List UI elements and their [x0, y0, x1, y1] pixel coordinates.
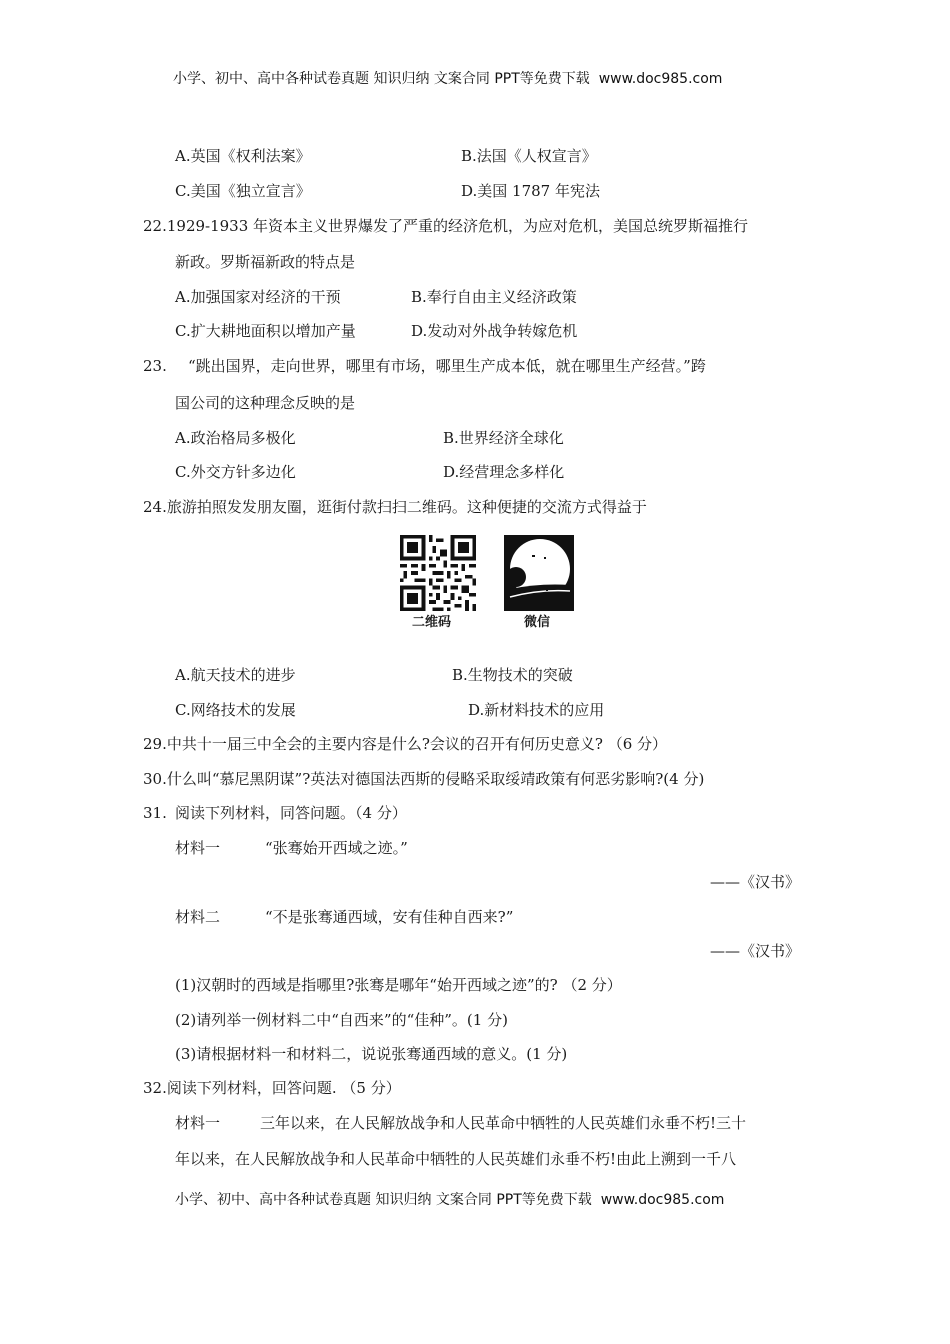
q24-stem: 24.旅游拍照发发朋友圈，逛街付款扫扫二维码。这种便捷的交流方式得益于 — [143, 498, 647, 516]
q23-option-a: A.政治格局多极化 — [175, 429, 296, 447]
q24-figure — [398, 533, 578, 635]
q31-material2-label: 材料二 — [175, 908, 221, 926]
q32-material1-line2: 年以来，在人民解放战争和人民革命中牺牲的人民英雄们永垂不朽!由此上溯到一千八 — [175, 1150, 737, 1168]
q31-material1-quote: “张骞始开西域之迹。” — [265, 839, 408, 857]
q31-material2-quote: “不是张骞通西域，安有佳种自西来?” — [265, 908, 514, 926]
page-footer — [175, 1190, 724, 1210]
q32-stem: 32.阅读下列材料，回答问题. （5 分） — [143, 1079, 401, 1097]
q21-option-a: A.英国《权利法案》 — [175, 147, 311, 165]
q29-text: 29.中共十一届三中全会的主要内容是什么?会议的召开有何历史意义? （6 分） — [143, 735, 668, 753]
qr-caption: 二维码 — [412, 615, 452, 630]
q31-subquestion-2: (2)请列举一例材料二中“自西来”的“佳种”。(1 分) — [175, 1011, 508, 1029]
q23-number: 23. — [143, 357, 167, 375]
q23-stem-line1: “跳出国界，走向世界，哪里有市场，哪里生产成本低，就在哪里生产经营。”跨 — [188, 357, 706, 375]
header-text: 小学、初中、高中各种试卷真题 知识归纳 文案合同 PPT等免费下载 — [173, 71, 590, 87]
q22-option-c: C.扩大耕地面积以增加产量 — [175, 322, 356, 340]
q32-material1-line1: 三年以来，在人民解放战争和人民革命中牺牲的人民英雄们永垂不朽!三十 — [260, 1114, 747, 1132]
q21-option-d: D.美国 1787 年宪法 — [461, 182, 600, 200]
header-url: www.doc985.com — [598, 71, 723, 87]
q22-option-a: A.加强国家对经济的干预 — [175, 288, 341, 306]
q24-option-c: C.网络技术的发展 — [175, 701, 296, 719]
q31-stem: 阅读下列材料，同答问题。（4 分） — [175, 804, 407, 822]
q21-option-c: C.美国《独立宣言》 — [175, 182, 311, 200]
footer-url: www.doc985.com — [600, 1192, 725, 1208]
q31-subquestion-1: (1)汉朝时的西域是指哪里?张骞是哪年“始开西域之迹”的? （2 分） — [175, 976, 622, 994]
q31-subquestion-3: (3)请根据材料一和材料二，说说张骞通西域的意义。(1 分) — [175, 1045, 568, 1063]
q23-option-d: D.经营理念多样化 — [443, 463, 565, 481]
q31-material1-source: ——《汉书》 — [709, 873, 800, 891]
q32-material1-label: 材料一 — [175, 1114, 221, 1132]
page-header — [173, 69, 722, 89]
q23-stem-line2: 国公司的这种理念反映的是 — [175, 394, 356, 412]
q22-stem-line1: 22.1929-1933 年资本主义世界爆发了严重的经济危机，为应对危机，美国总统罗斯福推行 — [143, 217, 749, 235]
footer-text: 小学、初中、高中各种试卷真题 知识归纳 文案合同 PPT等免费下载 — [175, 1192, 592, 1208]
q23-option-b: B.世界经济全球化 — [443, 429, 564, 447]
wechat-moon-icon — [504, 535, 574, 611]
q22-option-d: D.发动对外战争转嫁危机 — [411, 322, 578, 340]
q31-material1-label: 材料一 — [175, 839, 221, 857]
q24-option-b: B.生物技术的突破 — [452, 666, 573, 684]
q22-stem-line2: 新政。罗斯福新政的特点是 — [175, 253, 356, 271]
q24-option-d: D.新材料技术的应用 — [468, 701, 605, 719]
q23-option-c: C.外交方针多边化 — [175, 463, 296, 481]
q30-text: 30.什么叫“慕尼黑阴谋”?英法对德国法西斯的侵略采取绥靖政策有何恶劣影响?(4 分) — [143, 770, 705, 788]
q22-option-b: B.奉行自由主义经济政策 — [411, 288, 577, 306]
q31-material2-source: ——《汉书》 — [709, 942, 800, 960]
wechat-caption: 微信 — [524, 615, 551, 630]
q21-option-b: B.法国《人权宣言》 — [461, 147, 597, 165]
qr-code-icon — [400, 535, 476, 611]
q24-option-a: A.航天技术的进步 — [175, 666, 296, 684]
q31-number: 31. — [143, 804, 167, 822]
